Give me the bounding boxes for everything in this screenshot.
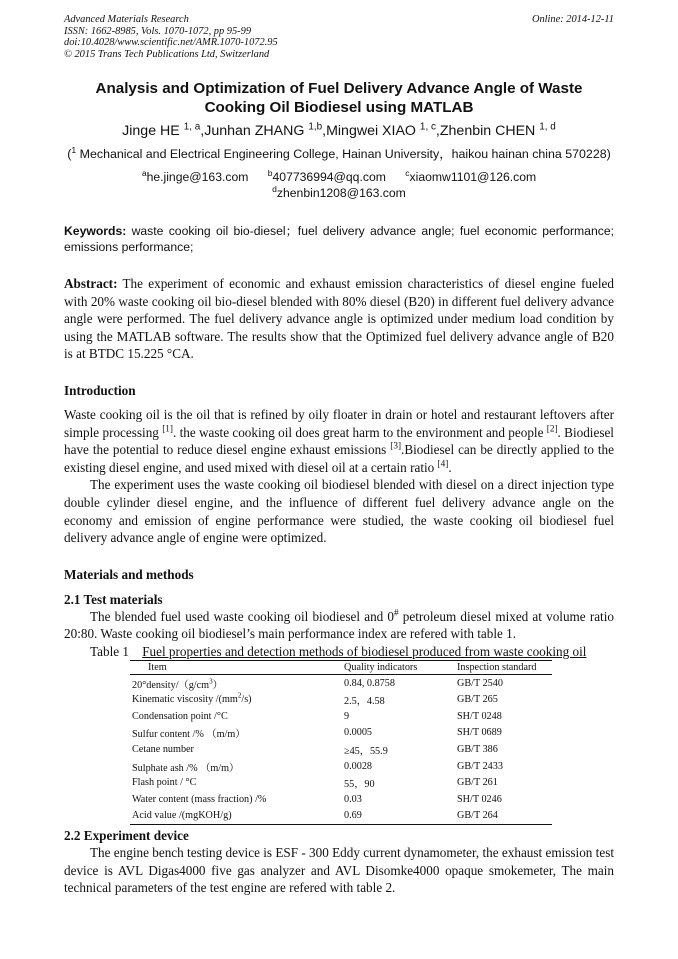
citation[interactable]: [1]	[162, 423, 173, 434]
email-address[interactable]: 407736994@qq.com	[272, 170, 386, 184]
table-row	[130, 758, 552, 775]
author-name: Mingwei XIAO	[326, 123, 416, 139]
paper-title	[64, 79, 614, 117]
email-address[interactable]: xiaomw1101@126.com	[409, 170, 537, 184]
cell-quality: 9	[344, 710, 350, 722]
section-heading: Introduction	[64, 382, 136, 398]
copyright-line: © 2015 Trans Tech Publications Ltd, Switzerland	[64, 48, 270, 60]
cell-standard: GB/T 261	[457, 777, 498, 789]
abstract	[64, 275, 614, 363]
table-caption	[90, 643, 614, 660]
cell-item: Sulfur content /% （m/m）	[132, 729, 246, 741]
citation[interactable]: [3]	[390, 440, 402, 451]
journal-name: Advanced Materials Research	[64, 14, 189, 25]
table-row	[130, 725, 552, 742]
keywords-text: waste cooking oil bio-diesel；fuel delivery advance angle; fuel economic performance; emissions performance;	[64, 224, 614, 254]
citation[interactable]: [2]	[546, 423, 558, 434]
online-date: Online: 2014-12-11	[531, 14, 614, 25]
fuel-properties-table	[130, 660, 552, 825]
table-caption-label: Table 1	[90, 643, 129, 659]
cell-standard: GB/T 386	[457, 744, 498, 756]
intro-paragraph-2: The experiment uses the waste cooking oil biodiesel blended with diesel on a direct injection type double cylinder diesel engine, and the influence of different fuel delivery advance angle on the economy and emission of engine performance were studied, the waste cooking oil biodiesel fuel delivery advance angle of engine were optimized.	[64, 477, 614, 546]
citation[interactable]: [4]	[437, 458, 449, 469]
cell-quality: 0.0028	[344, 760, 373, 772]
title-line-2: Cooking Oil Biodiesel using MATLAB	[204, 99, 474, 116]
email-mark: a	[141, 167, 147, 178]
introduction-section	[64, 382, 614, 547]
affiliation-mark: 1	[71, 144, 77, 155]
email-mark: c	[405, 167, 410, 178]
email-mark: d	[272, 183, 277, 194]
abstract-text: The experiment of economic and exhaust emission characteristics of diesel engine fueled with 20% waste cooking oil bio-diesel blended with 80% diesel (B20) in different fuel delivery advance angle were performed. The fuel delivery advance angle is optimized under medium load condition by using the MATLAB software. The results show that the Optimized fuel delivery advance angle of B20 is at BTDC 15.225 °CA.	[64, 276, 614, 362]
table-row	[130, 741, 552, 758]
table-row	[130, 808, 552, 825]
email-list	[64, 169, 614, 201]
methods-paragraph-2: The engine bench testing device is ESF - 300 Eddy current dynamometer, the exhaust emission test device is AVL Digas4000 five gas analyzer and AVL Disomke4000 opaque smokemeter, The main technical parameters of the test engine are refered with table 2.	[64, 845, 614, 896]
cell-quality: ≥45，55.9	[344, 746, 388, 758]
cell-quality: 0.0005	[344, 727, 373, 739]
title-line-1: Analysis and Optimization of Fuel Delivery Advance Angle of Waste	[95, 80, 583, 97]
cell-standard: GB/T 265	[457, 694, 498, 706]
affiliation-paren: (	[67, 147, 72, 161]
cell-item: Kinematic viscosity $/(mm^2/s)$	[132, 691, 252, 706]
cell-quality: 0.03	[344, 793, 362, 805]
email-address[interactable]: zhenbin1208@163.com	[276, 186, 406, 200]
affiliation	[58, 146, 620, 162]
cell-quality: 0.69	[342, 808, 455, 825]
table-row	[130, 774, 552, 791]
author-affil-mark: 1,b	[308, 121, 323, 133]
cell-standard: SH/T 0246	[457, 793, 502, 805]
author-affil-mark: 1, d	[539, 121, 556, 133]
issn-line: ISSN: 1662-8985, Vols. 1070-1072, pp 95-99	[64, 25, 252, 37]
subsection-heading: 2.2 Experiment device	[64, 828, 189, 844]
keywords-label: Keywords:	[64, 224, 127, 238]
table-row	[130, 791, 552, 808]
section-heading: Materials and methods	[64, 566, 194, 582]
cell-standard: SH/T 0248	[457, 710, 502, 722]
keywords	[64, 223, 614, 255]
journal-header	[64, 14, 614, 60]
cell-item: Acid value /(mgKOH/g)	[130, 808, 342, 825]
cell-item: Cetane number	[132, 744, 194, 756]
subsection-heading: 2.1 Test materials	[64, 591, 163, 607]
cell-quality: 55，90	[344, 779, 375, 791]
affiliation-text: Mechanical and Electrical Engineering College, Hainan University，haikou hainan china 570228)	[76, 147, 611, 161]
cell-quality: 0.84, 0.8758	[344, 677, 395, 689]
cell-standard: GB/T 2540	[457, 677, 503, 689]
cell-item: Condensation point /°C	[132, 710, 228, 722]
author-list: Jinge HE $^{1, a}$,Junhan ZHANG $^{1,b}$,Mingwei XIAO $^{1, c}$,Zhenbin CHEN $^{1, d}$	[122, 121, 556, 139]
cell-standard: SH/T 0689	[457, 727, 502, 739]
table-header-quality: Quality indicators	[342, 660, 455, 674]
cell-standard: GB/T 2433	[457, 760, 503, 772]
email-address[interactable]: he.jinge@163.com	[146, 170, 249, 184]
table-row	[130, 692, 552, 709]
paper-page	[64, 14, 614, 897]
abstract-label: Abstract:	[64, 276, 118, 291]
cell-item: $20^\circ density/(g/cm^3)$	[132, 677, 223, 691]
doi-line[interactable]: doi:10.4028/www.scientific.net/AMR.1070-1072.95	[64, 37, 278, 48]
cell-quality: 2.5，4.58	[344, 696, 385, 708]
cell-standard: GB/T 264	[455, 808, 552, 825]
cell-item: Sulphate ash /% （m/m）	[132, 762, 240, 774]
intro-paragraph-1: Waste cooking oil is the oil that is refined by oily floater in drain or hotel and restaurant leftovers after simple processing [1]. the waste cooking oil does great harm to the environment and people [2]. Biodiesel have the potential to reduce diesel engine exhaust emissions [3].Biodiesel can be directly applied to the existing diesel engine, and used mixed with diesel oil at a certain ratio [4].	[64, 406, 615, 475]
author-name: Jinge HE	[122, 123, 180, 139]
cell-item: Flash point / °C	[132, 777, 197, 789]
cell-item: Water content (mass fraction) /%	[132, 793, 267, 805]
grade-mark: #	[394, 607, 399, 618]
author-affil-mark: 1, c	[419, 121, 436, 133]
email-mark: b	[267, 167, 273, 178]
author-name: Zhenbin CHEN	[439, 123, 536, 139]
table-row	[130, 708, 552, 725]
table-row	[130, 674, 552, 691]
table-header-item: Item	[130, 660, 342, 674]
author-name: Junhan ZHANG	[204, 123, 305, 139]
table-header-standard: Inspection standard	[455, 660, 552, 674]
author-affil-mark: 1, a	[183, 121, 201, 133]
methods-section	[64, 566, 614, 897]
methods-paragraph-1: The blended fuel used waste cooking oil biodiesel and 0# petroleum diesel mixed at volume ratio 20:80. Waste cooking oil biodiesel’s main performance index are refered with table 1.	[64, 607, 614, 642]
table-caption-text: Fuel properties and detection methods of biodiesel produced from waste cooking oil	[142, 643, 587, 659]
